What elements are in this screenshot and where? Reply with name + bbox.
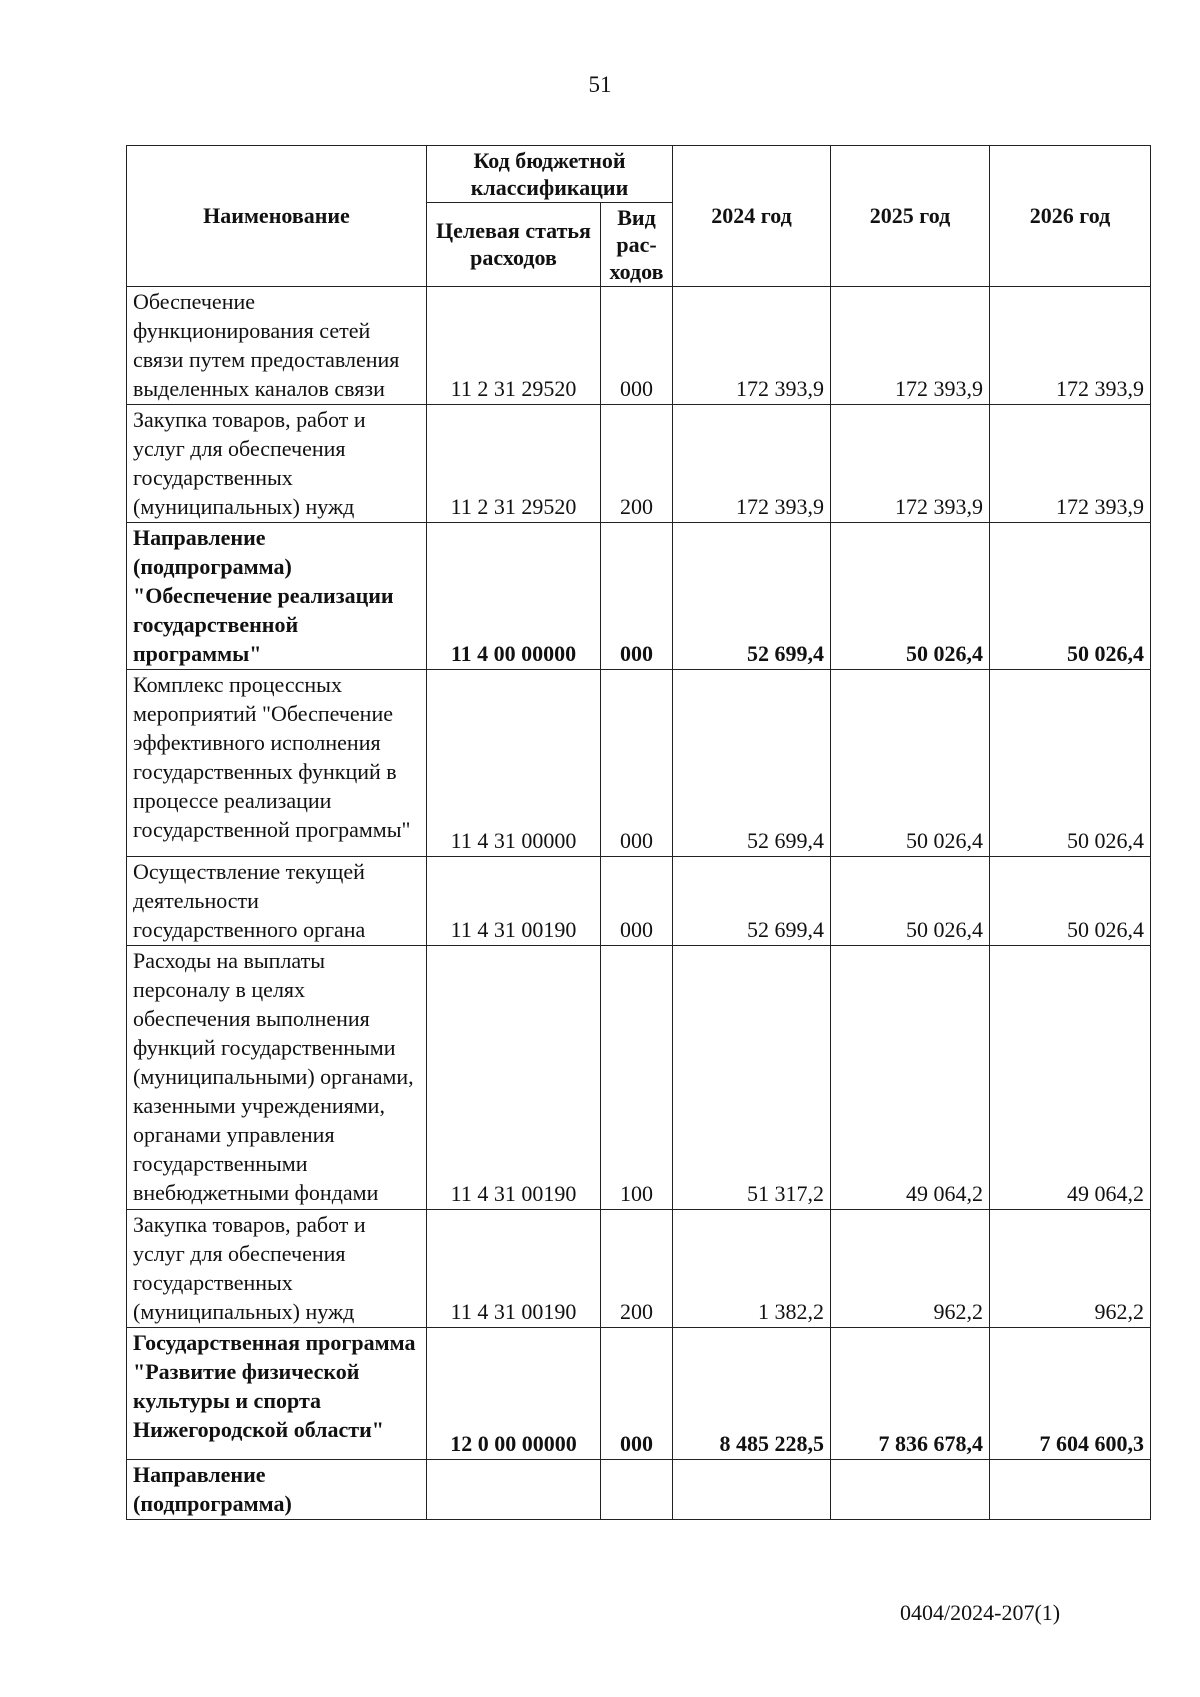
cell-2026: 172 393,9 [990,405,1151,523]
cell-name: Закупка товаров, работ и услуг для обеспечения государственных (муниципальных) нужд [127,1210,427,1328]
cell-2026: 962,2 [990,1210,1151,1328]
cell-target-article: 11 4 31 00190 [427,946,601,1210]
cell-target-article: 11 2 31 29520 [427,287,601,405]
cell-2026: 50 026,4 [990,523,1151,670]
cell-name: Направление (подпрограмма) [127,1460,427,1520]
cell-expense-kind: 000 [601,287,673,405]
cell-target-article: 11 4 00 00000 [427,523,601,670]
cell-target-article: 11 4 31 00190 [427,857,601,946]
cell-2026: 50 026,4 [990,670,1151,857]
cell-expense-kind: 000 [601,1328,673,1460]
cell-expense-kind: 000 [601,670,673,857]
cell-target-article [427,1460,601,1520]
cell-2025: 49 064,2 [831,946,990,1210]
cell-2024: 8 485 228,5 [673,1328,831,1460]
header-2024: 2024 год [673,146,831,287]
cell-target-article: 11 4 31 00190 [427,1210,601,1328]
table-row [127,523,1151,670]
header-name: Наименование [127,146,427,287]
cell-2025: 50 026,4 [831,670,990,857]
cell-2025: 962,2 [831,1210,990,1328]
cell-target-article: 12 0 00 00000 [427,1328,601,1460]
cell-2026: 172 393,9 [990,287,1151,405]
cell-name: Закупка товаров, работ и услуг для обеспечения государственных (муниципальных) нужд [127,405,427,523]
cell-expense-kind: 000 [601,523,673,670]
cell-2025: 172 393,9 [831,405,990,523]
table-row [127,405,1151,523]
table-body [127,287,1151,1520]
table-row [127,287,1151,405]
cell-2026 [990,1460,1151,1520]
cell-expense-kind [601,1460,673,1520]
cell-name: Расходы на выплаты персоналу в целях обеспечения выполнения функций государственными (муниципальными) органами, казенными учреждениями, органами управления государственными внебюджетными фондами [127,946,427,1210]
header-target-article: Целевая статья расходов [427,203,601,287]
cell-expense-kind: 200 [601,405,673,523]
cell-2024: 52 699,4 [673,523,831,670]
cell-2024: 52 699,4 [673,670,831,857]
cell-expense-kind: 100 [601,946,673,1210]
cell-name: Комплекс процессных мероприятий "Обеспечение эффективного исполнения государственных функций в процессе реализации государственной программы" [127,670,427,857]
header-code-group: Код бюджетной классификации [427,146,673,203]
cell-2026: 49 064,2 [990,946,1151,1210]
cell-target-article: 11 2 31 29520 [427,405,601,523]
cell-name: Государственная программа "Развитие физической культуры и спорта Нижегородской области" [127,1328,427,1460]
cell-2024: 1 382,2 [673,1210,831,1328]
cell-2024: 51 317,2 [673,946,831,1210]
table-row [127,1460,1151,1520]
cell-2026: 50 026,4 [990,857,1151,946]
table-header [127,146,1151,287]
cell-target-article: 11 4 31 00000 [427,670,601,857]
cell-expense-kind: 000 [601,857,673,946]
cell-2025: 172 393,9 [831,287,990,405]
page-number: 51 [588,72,612,97]
header-2025: 2025 год [831,146,990,287]
cell-expense-kind: 200 [601,1210,673,1328]
cell-2024 [673,1460,831,1520]
table-row [127,670,1151,857]
cell-name: Направление (подпрограмма) "Обеспечение реализации государственной программы" [127,523,427,670]
cell-2024: 172 393,9 [673,405,831,523]
table-row [127,1328,1151,1460]
cell-2025 [831,1460,990,1520]
cell-2024: 52 699,4 [673,857,831,946]
budget-table [126,145,1151,1520]
header-2026: 2026 год [990,146,1151,287]
header-expense-kind: Вид рас-ходов [601,203,673,287]
cell-2025: 7 836 678,4 [831,1328,990,1460]
table-row [127,857,1151,946]
table-row [127,946,1151,1210]
cell-name: Осуществление текущей деятельности государственного органа [127,857,427,946]
cell-2026: 7 604 600,3 [990,1328,1151,1460]
cell-name: Обеспечение функционирования сетей связи путем предоставления выделенных каналов связи [127,287,427,405]
cell-2024: 172 393,9 [673,287,831,405]
document-code: 0404/2024-207(1) [900,1600,1061,1625]
table-row [127,1210,1151,1328]
cell-2025: 50 026,4 [831,523,990,670]
cell-2025: 50 026,4 [831,857,990,946]
